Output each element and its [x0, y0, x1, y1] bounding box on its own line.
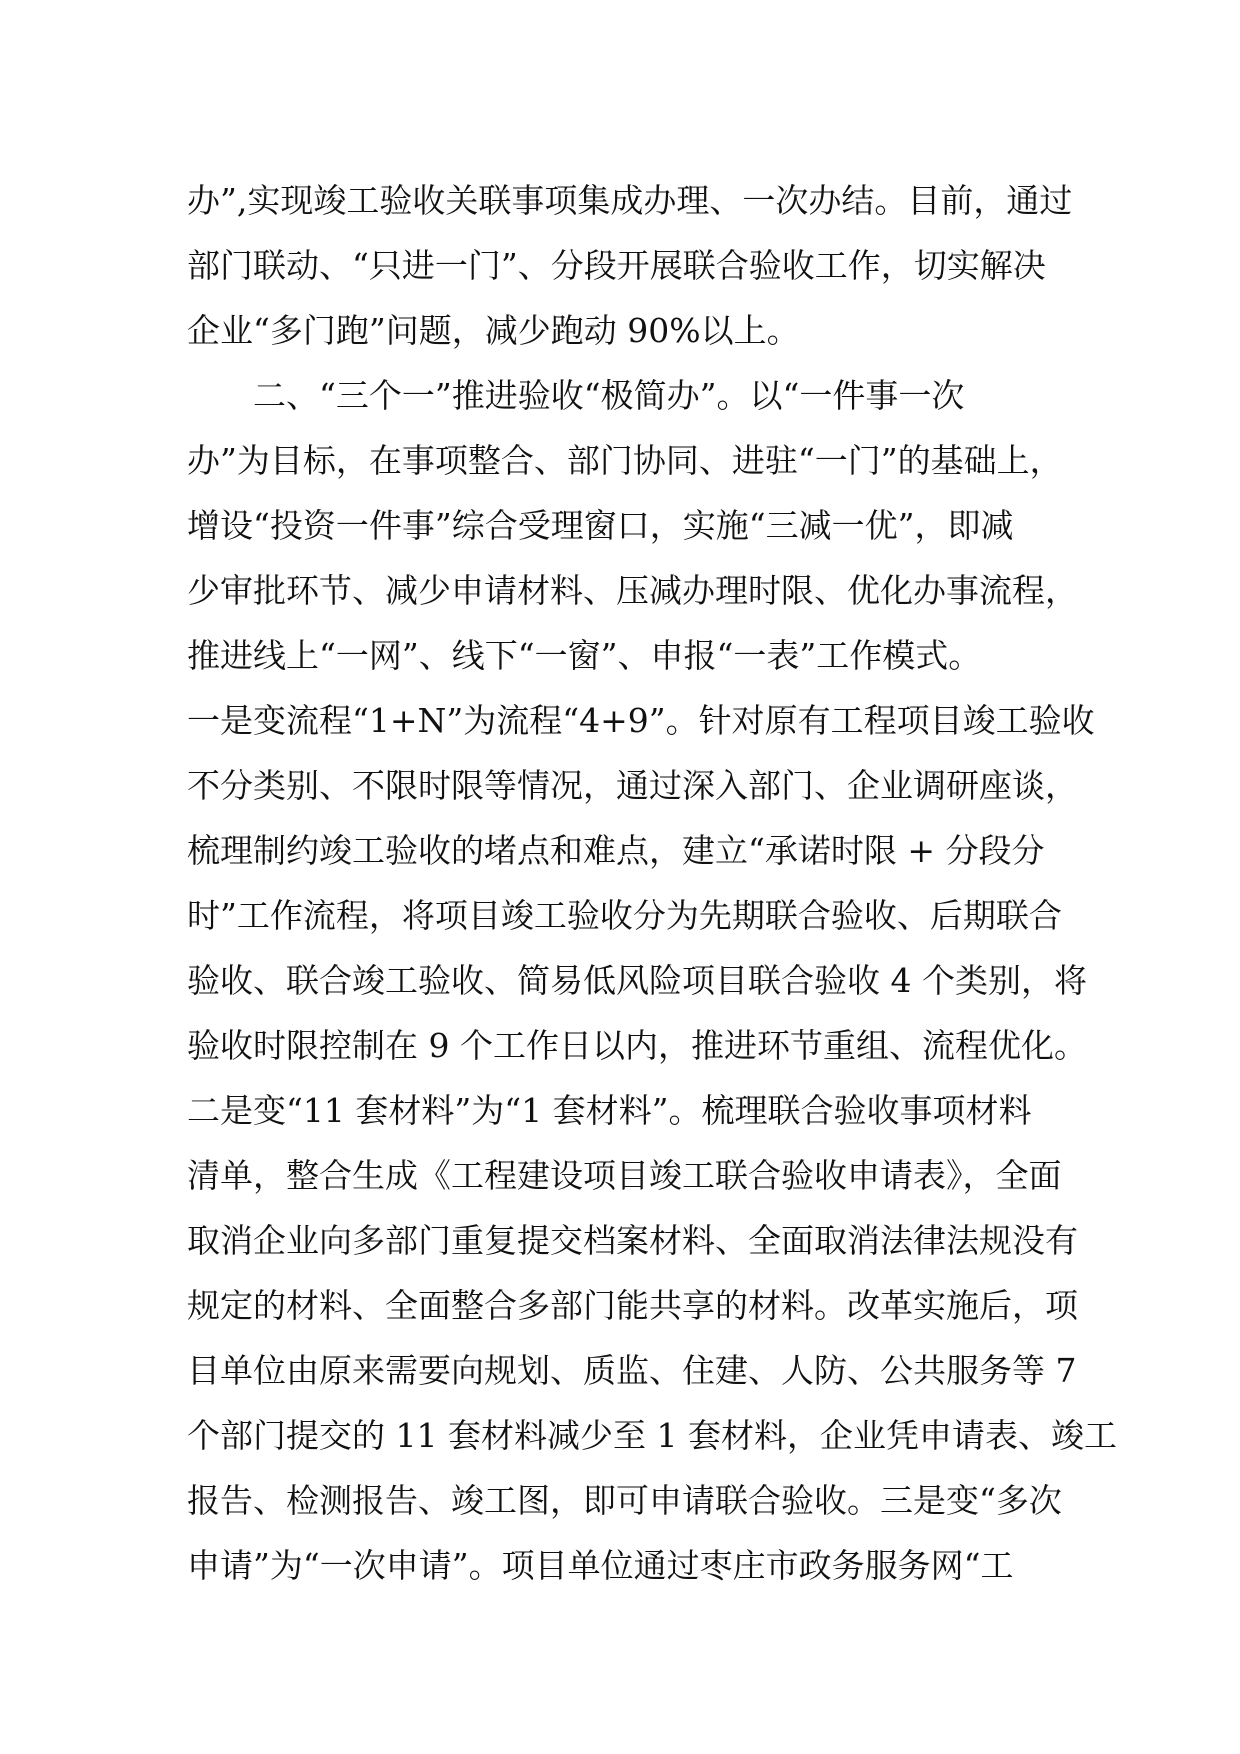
text-line-5: 办”为目标，在事项整合、部门协同、进驻“一门”的基础上， — [187, 441, 1063, 480]
text-line-19: 目单位由原来需要向规划、质监、住建、人防、公共服务等 7 — [187, 1351, 1077, 1390]
text-line-14: 验收时限控制在 9 个工作日以内，推进环节重组、流程优化。 — [187, 1026, 1087, 1065]
text-line-16: 清单，整合生成《工程建设项目竣工联合验收申请表》，全面 — [187, 1156, 1062, 1195]
text-line-18: 规定的材料、全面整合多部门能共享的材料。改革实施后，项 — [187, 1286, 1078, 1325]
text-line-10: 不分类别、不限时限等情况，通过深入部门、企业调研座谈， — [187, 766, 1078, 805]
text-line-7: 少审批环节、减少申请材料、压减办理时限、优化办事流程， — [187, 571, 1078, 610]
text-line-12: 时”工作流程，将项目竣工验收分为先期联合验收、后期联合 — [187, 896, 1062, 935]
text-line-13: 验收、联合竣工验收、简易低风险项目联合验收 4 个类别，将 — [187, 961, 1087, 1000]
text-line-20: 个部门提交的 11 套材料减少至 1 套材料，企业凭申请表、竣工 — [187, 1416, 1117, 1455]
text-line-8: 推进线上“一网”、线下“一窗”、申报“一表”工作模式。 — [187, 636, 982, 675]
text-line-21: 报告、检测报告、竣工图，即可申请联合验收。三是变“多次 — [187, 1481, 1062, 1520]
text-line-3: 企业“多门跑”问题，减少跑动 90%以上。 — [187, 311, 800, 350]
text-line-2: 部门联动、“只进一门”、分段开展联合验收工作，切实解决 — [187, 246, 1046, 285]
body-text — [187, 168, 1117, 1598]
text-line-4: 二、“三个一”推进验收“极简办”。以“一件事一次 — [187, 376, 965, 415]
text-line-1: 办”,实现竣工验收关联事项集成办理、一次办结。目前，通过 — [187, 181, 1073, 220]
text-line-6: 增设“投资一件事”综合受理窗口，实施“三减一优”，即减 — [187, 506, 1014, 545]
text-line-15: 二是变“11 套材料”为“1 套材料”。梳理联合验收事项材料 — [187, 1091, 1032, 1130]
text-line-17: 取消企业向多部门重复提交档案材料、全面取消法律法规没有 — [187, 1221, 1078, 1260]
text-line-11: 梳理制约竣工验收的堵点和难点，建立“承诺时限 + 分段分 — [187, 831, 1045, 870]
text-line-9: 一是变流程“1+N”为流程“4+9”。针对原有工程项目竣工验收 — [187, 701, 1095, 740]
text-line-22: 申请”为“一次申请”。项目单位通过枣庄市政务服务网“工 — [187, 1546, 1014, 1585]
